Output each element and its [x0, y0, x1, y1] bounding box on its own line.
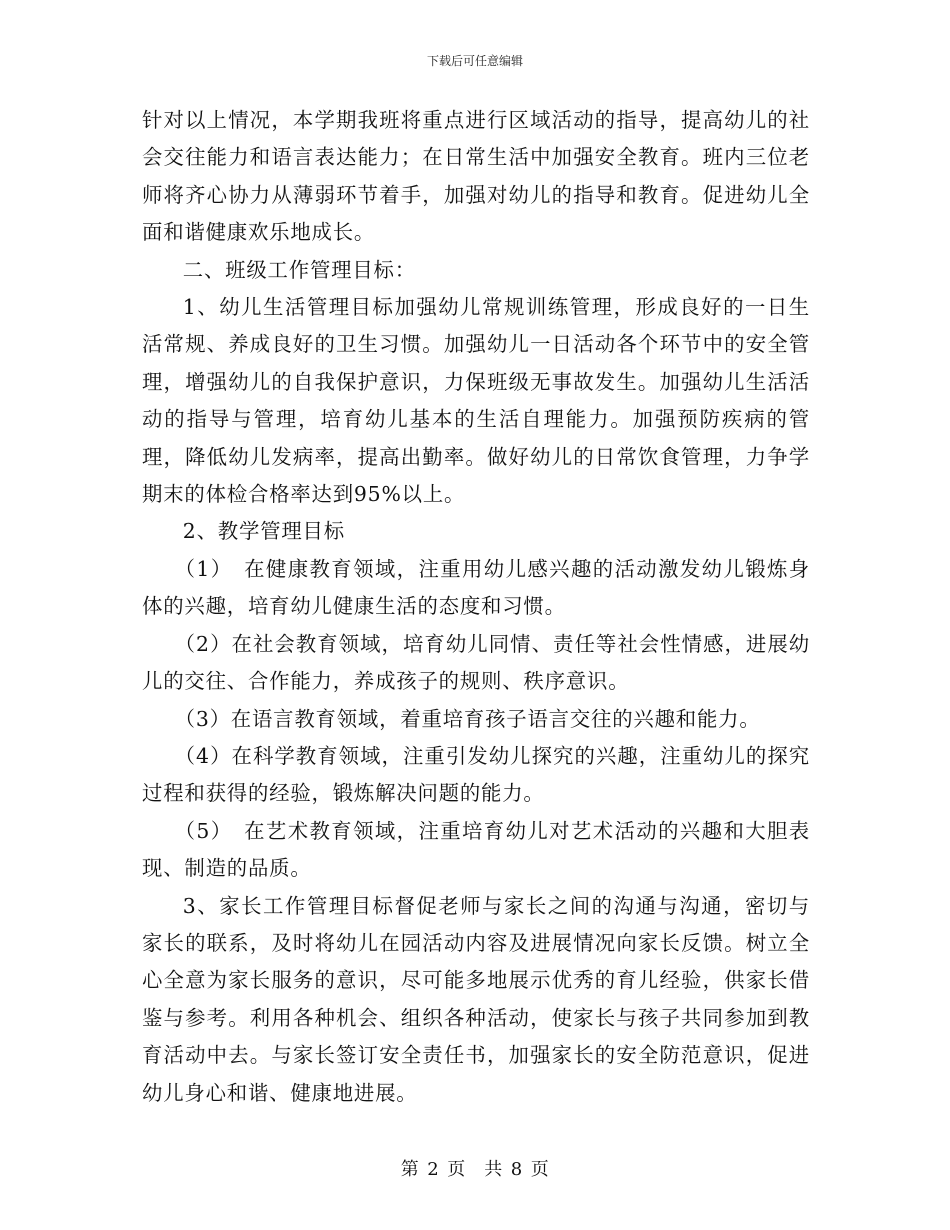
footer-middle: 页 共 [447, 1159, 503, 1180]
footer-total-pages: 8 [510, 1159, 523, 1180]
list-item-health: （1） 在健康教育领域，注重用幼儿感兴趣的活动激发幼儿锻炼身体的兴趣，培育幼儿健康生活的态度和习惯。 [142, 556, 810, 619]
document-body [142, 102, 810, 1112]
subheading-teaching-goals: 2、教学管理目标 [182, 519, 345, 544]
page-footer [0, 1155, 950, 1181]
paragraph-intro: 针对以上情况，本学期我班将重点进行区域活动的指导，提高幼儿的社会交往能力和语言表达能力；在日常生活中加强安全教育。班内三位老师将齐心协力从薄弱环节着手，加强对幼儿的指导和教育。促进幼儿全面和谐健康欢乐地成长。 [142, 108, 810, 245]
section-heading-class-goals: 二、班级工作管理目标： [182, 257, 416, 282]
list-item-social: （2）在社会教育领域，培育幼儿同情、责任等社会性情感，进展幼儿的交往、合作能力，养成孩子的规则、秩序意识。 [142, 631, 810, 694]
list-item-language: （3）在语言教育领域，着重培育孩子语言交往的兴趣和能力。 [174, 706, 761, 731]
list-item-art: （5） 在艺术教育领域，注重培育幼儿对艺术活动的兴趣和大胆表现、制造的品质。 [142, 818, 810, 881]
footer-page-number: 2 [427, 1159, 440, 1180]
list-item-science: （4）在科学教育领域，注重引发幼儿探究的兴趣，注重幼儿的探究过程和获得的经验，锻炼解决问题的能力。 [142, 743, 810, 806]
paragraph-parent-work: 3、家长工作管理目标督促老师与家长之间的沟通与沟通，密切与家长的联系，及时将幼儿在园活动内容及进展情况向家长反馈。树立全心全意为家长服务的意识，尽可能多地展示优秀的育儿经验，供家长借鉴与参考。利用各种机会、组织各种活动，使家长与孩子共同参加到教育活动中去。与家长签订安全责任书，加强家长的安全防范意识，促进幼儿身心和谐、健康地进展。 [142, 893, 810, 1105]
footer-suffix: 页 [530, 1159, 550, 1180]
page-header: 下载后可任意编辑 [426, 54, 523, 68]
footer-prefix: 第 [400, 1159, 420, 1180]
paragraph-life-management: 1、幼儿生活管理目标加强幼儿常规训练管理，形成良好的一日生活常规、养成良好的卫生习惯。加强幼儿一日活动各个环节中的安全管理，增强幼儿的自我保护意识，力保班级无事故发生。加强幼儿生活活动的指导与管理，培育幼儿基本的生活自理能力。加强预防疾病的管理，降低幼儿发病率，提高出勤率。做好幼儿的日常饮食管理，力争学期末的体检合格率达到95%以上。 [142, 295, 810, 507]
